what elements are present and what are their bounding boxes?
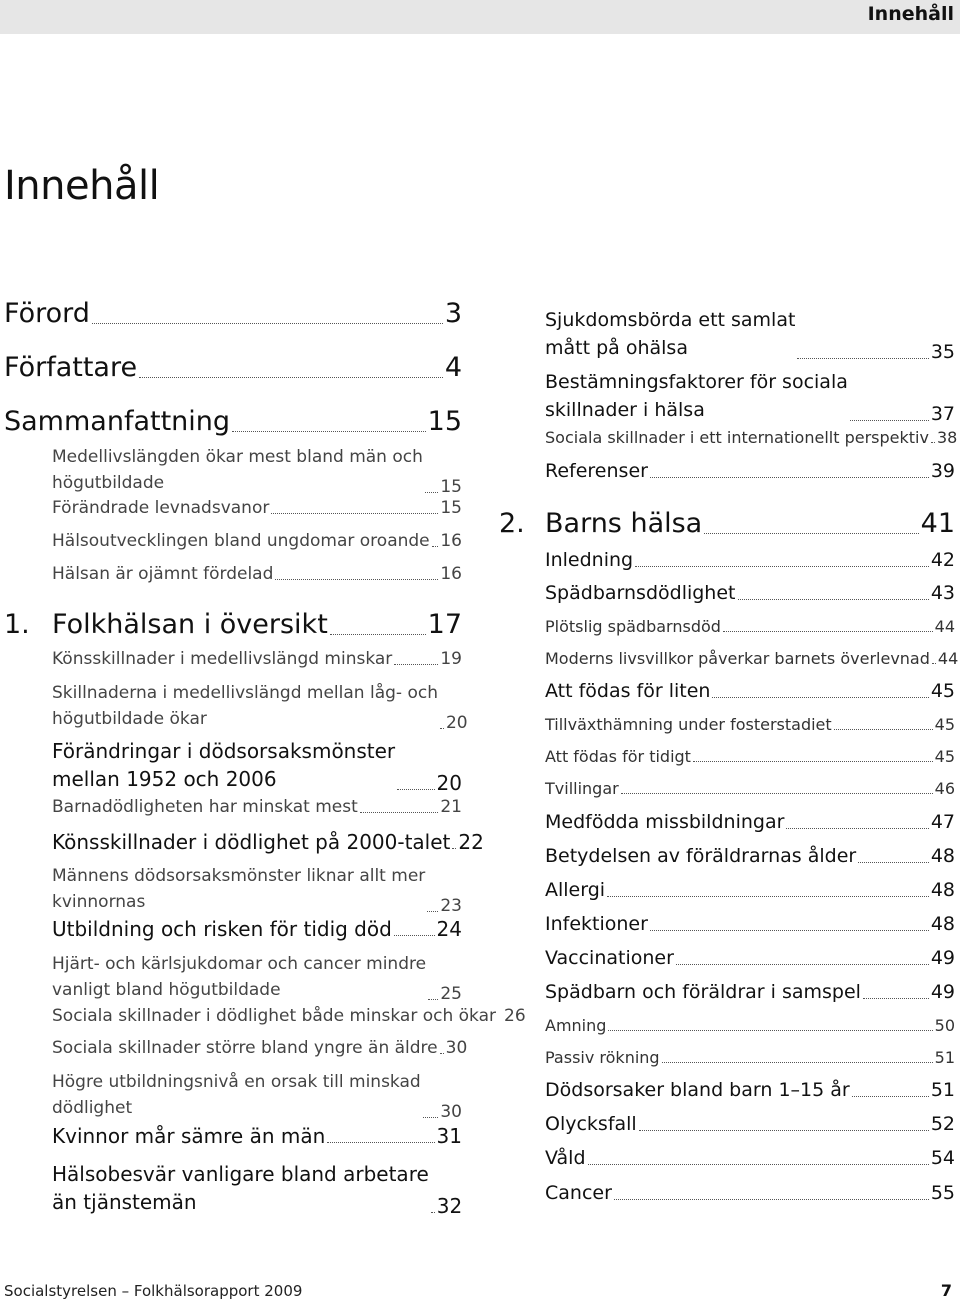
toc-leader-dots	[693, 760, 933, 762]
toc-leader-dots	[932, 662, 936, 664]
toc-entry[interactable]	[52, 1006, 526, 1026]
toc-entry-title: Könsskillnader i dödlighet på 2000-talet	[52, 830, 451, 854]
toc-entry-page: 31	[436, 1124, 462, 1148]
toc-entry-page: 49	[930, 947, 955, 969]
toc-entry[interactable]	[545, 781, 955, 797]
toc-entry-page: 24	[436, 917, 462, 941]
toc-entry[interactable]	[52, 830, 484, 854]
toc-entry[interactable]	[52, 1160, 462, 1216]
toc-entry-title: Barns hälsa	[545, 508, 703, 539]
toc-leader-dots	[452, 847, 456, 849]
footer-publication: Socialstyrelsen – Folkhälsorapport 2009	[4, 1282, 303, 1300]
toc-entry-title: Sjukdomsbörda ett samlat mått på ohälsa	[545, 309, 796, 359]
toc-entry-title: Förord	[4, 298, 90, 329]
toc-entry[interactable]	[4, 300, 462, 327]
toc-entry-title: Sociala skillnader i dödlighet både minskar och ökar	[52, 1006, 496, 1026]
toc-leader-dots	[650, 929, 929, 931]
toc-entry[interactable]	[52, 799, 462, 816]
toc-entry-page: 22	[458, 830, 484, 854]
toc-entry-page: 51	[934, 1048, 955, 1067]
toc-entry-title: Hälsoutvecklingen bland ungdomar oroande	[52, 531, 430, 551]
toc-entry-title: Högre utbildningsnivå en orsak till minskad dödlighet	[52, 1072, 421, 1118]
toc-entry[interactable]	[52, 737, 462, 793]
toc-entry-page: 38	[936, 428, 958, 447]
toc-entry-page: 44	[937, 649, 959, 668]
toc-leader-dots	[863, 997, 929, 999]
toc-entry[interactable]	[52, 919, 462, 939]
toc-leader-dots	[588, 1163, 929, 1165]
toc-entry-title: Att födas för liten	[545, 680, 711, 702]
toc-entry-title: Hälsan är ojämnt fördelad	[52, 564, 274, 584]
toc-entry-page: 55	[930, 1182, 955, 1204]
toc-entry-title: Att födas för tidigt	[545, 747, 691, 766]
toc-entry-page: 26	[504, 1006, 526, 1026]
toc-leader-dots	[92, 322, 443, 324]
toc-leader-dots	[425, 491, 438, 493]
toc-entry-page: 20	[436, 771, 462, 795]
toc-entry-page: 44	[934, 617, 955, 636]
toc-entry[interactable]	[545, 717, 955, 733]
toc-entry[interactable]	[545, 306, 955, 362]
toc-entry-title: Infektioner	[545, 913, 648, 935]
toc-leader-dots	[797, 357, 928, 359]
toc-entry-title: Passiv rökning	[545, 1048, 660, 1067]
toc-entry[interactable]	[52, 1126, 462, 1146]
toc-entry-title: Bestämningsfaktorer för sociala skillnader i hälsa	[545, 371, 848, 421]
toc-entry-page: 41	[920, 508, 955, 539]
toc-leader-dots	[440, 727, 444, 729]
toc-entry[interactable]	[52, 444, 462, 496]
toc-entry-title: Sociala skillnader större bland yngre än äldre	[52, 1038, 438, 1058]
footer-page-number: 7	[940, 1281, 952, 1300]
toc-entry-page: 32	[436, 1194, 463, 1218]
toc-leader-dots	[431, 1211, 435, 1213]
toc-leader-dots	[327, 1141, 434, 1143]
running-header	[0, 0, 960, 34]
toc-entry-title: Hälsobesvär vanligare bland arbetare än tjänstemän	[52, 1162, 429, 1214]
toc-entry[interactable]	[52, 500, 462, 517]
toc-entry[interactable]	[545, 551, 955, 570]
toc-entry[interactable]	[4, 354, 462, 381]
toc-entry-page: 39	[930, 460, 955, 482]
toc-entry-page: 47	[930, 811, 955, 833]
toc-entry[interactable]	[545, 1149, 955, 1168]
toc-entry-title: Författare	[4, 352, 138, 383]
toc-entry-page: 21	[440, 797, 462, 817]
toc-entry[interactable]	[545, 813, 955, 832]
toc-entry-page: 20	[445, 713, 468, 733]
toc-entry[interactable]	[52, 863, 462, 915]
toc-leader-dots	[858, 861, 929, 863]
toc-entry-title: Allergi	[545, 879, 606, 901]
toc-entry-title: Skillnaderna i medellivslängd mellan låg- och högutbildade ökar	[52, 683, 438, 729]
toc-entry[interactable]	[545, 649, 959, 668]
toc-entry-title: Betydelsen av föräldrarnas ålder	[545, 845, 857, 867]
toc-entry-title: Spädbarn och föräldrar i samspel	[545, 981, 861, 1003]
toc-entry-title: Referenser	[545, 460, 648, 482]
toc-leader-dots	[440, 1052, 444, 1054]
toc-leader-dots	[139, 376, 443, 378]
toc-entry-title: Utbildning och risken för tidig död	[52, 917, 392, 941]
toc-entry-page: 15	[440, 477, 462, 497]
toc-entry-number: 2.	[499, 508, 525, 539]
toc-leader-dots	[723, 630, 933, 632]
toc-entry[interactable]	[52, 651, 462, 668]
toc-entry-title: Könsskillnader i medellivslängd minskar	[52, 649, 393, 669]
toc-entry-title: Vaccinationer	[545, 947, 674, 969]
toc-entry-title: Kvinnor mår sämre än män	[52, 1124, 326, 1148]
toc-entry-title: Inledning	[545, 549, 634, 571]
toc-entry[interactable]	[4, 609, 462, 640]
toc-entry-title: Plötslig spädbarnsdöd	[545, 617, 721, 636]
toc-entry-page: 51	[930, 1079, 955, 1101]
toc-leader-dots	[394, 663, 438, 665]
toc-entry[interactable]	[545, 915, 955, 934]
toc-entry-page: 45	[934, 715, 955, 734]
toc-leader-dots	[639, 1129, 929, 1131]
toc-leader-dots	[607, 895, 929, 897]
toc-entry-page: 23	[440, 896, 462, 916]
toc-leader-dots	[498, 1021, 502, 1022]
toc-entry[interactable]	[52, 533, 462, 550]
toc-entry-page: 3	[444, 298, 462, 329]
toc-entry-page: 54	[930, 1147, 955, 1169]
toc-leader-dots	[423, 1116, 439, 1118]
toc-entry-title: Tvillingar	[545, 779, 619, 798]
toc-leader-dots	[834, 728, 933, 730]
toc-entry[interactable]	[545, 749, 955, 765]
toc-entry[interactable]	[545, 1081, 955, 1100]
toc-entry-title: Moderns livsvillkor påverkar barnets överlevnad	[545, 649, 930, 668]
toc-leader-dots	[650, 476, 929, 478]
toc-entry[interactable]	[545, 881, 955, 900]
toc-entry-page: 37	[930, 403, 955, 425]
toc-entry[interactable]	[545, 428, 958, 447]
toc-entry-page: 15	[427, 406, 462, 437]
toc-leader-dots	[704, 532, 918, 534]
toc-entry-title: Männens dödsorsaksmönster liknar allt mer kvinnornas	[52, 866, 426, 912]
toc-entry-page: 19	[440, 649, 462, 669]
toc-leader-dots	[850, 419, 929, 421]
toc-entry[interactable]	[545, 682, 955, 701]
toc-leader-dots	[852, 1095, 929, 1097]
toc-entry-page: 16	[440, 564, 462, 584]
toc-entry[interactable]	[545, 1018, 955, 1034]
toc-leader-dots	[635, 565, 929, 567]
toc-leader-dots	[432, 545, 439, 547]
toc-entry-title: Medellivslängden ökar mest bland män och högutbildade	[52, 447, 423, 493]
toc-entry-page: 43	[930, 582, 955, 604]
toc-entry-page: 48	[930, 845, 955, 867]
toc-entry-page: 45	[930, 680, 955, 702]
running-header-label: Innehåll	[867, 3, 954, 25]
toc-entry-title: Hjärt- och kärlsjukdomar och cancer mindre vanligt bland högutbildade	[52, 954, 427, 1000]
toc-leader-dots	[738, 598, 929, 600]
toc-entry[interactable]	[545, 949, 955, 968]
toc-entry[interactable]	[545, 368, 955, 424]
toc-entry-page: 45	[934, 747, 955, 766]
toc-entry[interactable]	[52, 951, 462, 1003]
toc-entry[interactable]	[52, 1069, 462, 1121]
toc-leader-dots	[786, 827, 928, 829]
toc-leader-dots	[662, 1061, 933, 1063]
toc-entry-title: Förändrade levnadsvanor	[52, 498, 270, 518]
toc-entry[interactable]	[545, 462, 955, 481]
toc-leader-dots	[271, 512, 438, 514]
toc-leader-dots	[712, 696, 928, 698]
toc-leader-dots	[394, 934, 435, 936]
toc-entry[interactable]	[545, 1184, 955, 1203]
toc-leader-dots	[397, 788, 434, 790]
toc-entry-page: 46	[934, 779, 955, 798]
toc-entry-page: 15	[440, 498, 462, 518]
toc-entry-page: 4	[444, 352, 462, 383]
toc-entry-page: 30	[440, 1102, 462, 1122]
toc-leader-dots	[621, 792, 933, 794]
toc-entry[interactable]	[52, 1038, 468, 1058]
toc-entry-page: 35	[930, 341, 955, 363]
toc-entry-title: Cancer	[545, 1182, 612, 1204]
toc-entry[interactable]	[545, 847, 955, 866]
toc-entry-page: 30	[445, 1038, 468, 1058]
toc-entry-title: Dödsorsaker bland barn 1–15 år	[545, 1079, 850, 1101]
toc-leader-dots	[614, 1198, 929, 1200]
toc-entry-title: Spädbarnsdödlighet	[545, 582, 736, 604]
toc-entry[interactable]	[545, 1050, 955, 1066]
toc-leader-dots	[608, 1029, 932, 1031]
toc-entry-page: 16	[440, 531, 462, 551]
toc-leader-dots	[232, 430, 426, 432]
toc-entry-page: 52	[930, 1113, 955, 1135]
toc-entry-title: Barnadödligheten har minskat mest	[52, 797, 358, 817]
toc-leader-dots	[360, 811, 439, 813]
toc-entry-page: 48	[930, 879, 955, 901]
toc-entry[interactable]	[545, 983, 955, 1002]
toc-entry-title: Våld	[545, 1147, 586, 1169]
toc-entry-page: 17	[427, 609, 462, 640]
toc-entry[interactable]	[545, 619, 955, 635]
toc-leader-dots	[427, 910, 438, 912]
toc-entry-page: 50	[934, 1016, 955, 1035]
toc-entry[interactable]	[499, 508, 955, 539]
toc-entry-title: Folkhälsan i översikt	[52, 609, 328, 640]
toc-entry-page: 25	[440, 984, 462, 1004]
toc-entry-page: 48	[930, 913, 955, 935]
toc-leader-dots	[275, 578, 438, 580]
toc-entry[interactable]	[52, 680, 468, 733]
toc-entry-page: 49	[930, 981, 955, 1003]
toc-entry[interactable]	[545, 584, 955, 603]
toc-entry-title: Sammanfattning	[4, 406, 231, 437]
toc-entry[interactable]	[545, 1115, 955, 1134]
toc-leader-dots	[676, 963, 929, 965]
page-title: Innehåll	[4, 163, 160, 209]
toc-entry-title: Tillväxthämning under fosterstadiet	[545, 715, 832, 734]
toc-entry-number: 1.	[4, 609, 30, 640]
toc-entry-page: 42	[930, 549, 955, 571]
toc-entry-title: Medfödda missbildningar	[545, 811, 785, 833]
toc-entry-title: Förändringar i dödsorsaksmönster mellan 1952 och 2006	[52, 739, 396, 791]
toc-entry-title: Amning	[545, 1016, 607, 1035]
toc-entry-title: Olycksfall	[545, 1113, 637, 1135]
toc-entry[interactable]	[4, 408, 462, 435]
toc-leader-dots	[931, 441, 935, 443]
toc-leader-dots	[330, 633, 426, 635]
toc-entry-title: Sociala skillnader i ett internationellt perspektiv	[545, 428, 929, 447]
toc-entry[interactable]	[52, 566, 462, 583]
toc-leader-dots	[428, 998, 438, 1000]
